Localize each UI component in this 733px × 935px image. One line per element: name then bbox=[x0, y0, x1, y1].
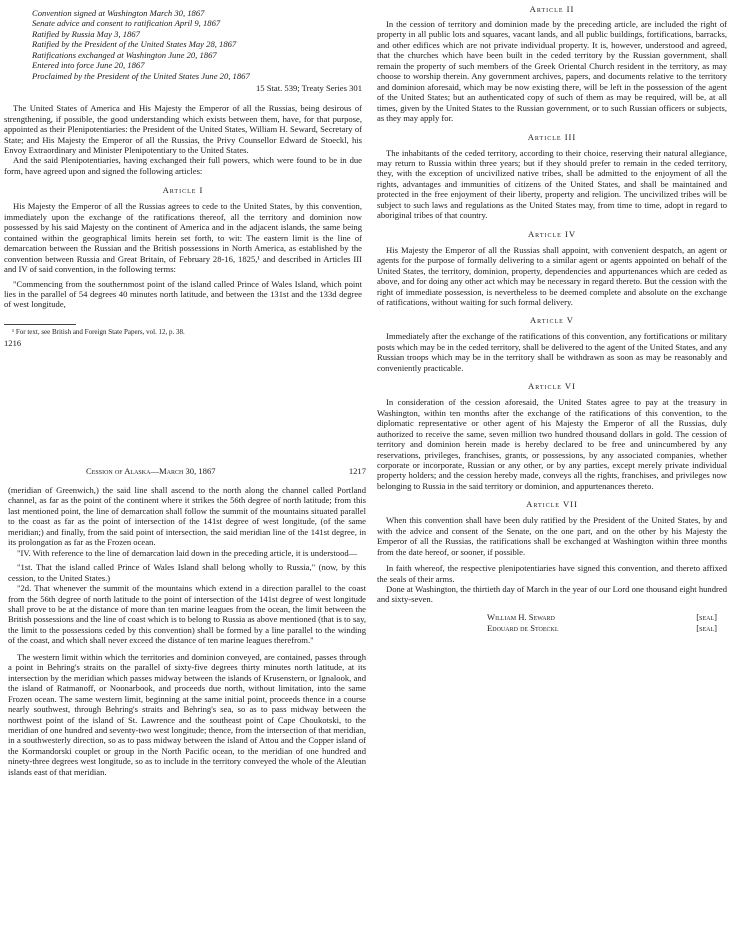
meta-line: Entered into force June 20, 1867 bbox=[32, 60, 145, 71]
meta-line: Ratifications exchanged at Washington June 20, 1867 bbox=[32, 49, 217, 60]
page-1217 bbox=[8, 466, 366, 932]
article-paragraph: His Majesty the Emperor of all the Russias shall appoint, with convenient despatch, an agent or agents for the purpose of formally delivering to a similar agent or agents appointed on behalf of the United States, the territory, dominion, property, dependencies and appurtenances which are ceded as above, and for doing any other act which may be necessary in regard thereto. But the cession with the right of immediate possession, is nevertheless to be deemed complete and absolute on the exchange of ratifications, without waiting for such formal delivery. bbox=[377, 244, 727, 307]
meta-line: Convention signed at Washington March 30, 1867 bbox=[32, 8, 205, 18]
meta-line: Ratified by Russia May 3, 1867 bbox=[32, 28, 140, 39]
article-heading: Article I bbox=[162, 185, 204, 196]
meta-line: Proclaimed by the President of the United States June 20, 1867 bbox=[32, 70, 250, 81]
running-head bbox=[8, 466, 366, 476]
page-number: 1216 bbox=[4, 337, 22, 348]
page-number: 1217 bbox=[348, 466, 366, 476]
article-paragraph: In the cession of territory and dominion made by the preceding article, are included the right of property in all public lots and squares, vacant lands, and all public buildings, fortifications, barracks, and other edifices which are not private individual property. It is, however, understood and agreed, that the churches which have been built in the ceded territory by the Russian government, shall remain the property of such members of the Greek Oriental Church resident in the territory, as may choose to worship therein. Any government archives, papers, and documents relative to the territory and dominion aforesaid, which may be now existing there, will be left in the possession of the agent of the United States; but an authenticated copy of such of them as may be required, will be, at all times, given by the United States to the Russian government, or to such Russian officers or subjects, as they may apply for. bbox=[377, 19, 727, 124]
article-paragraph: The western limit within which the territories and dominion conveyed, are contained, passes through a point in Behring's straits on the parallel of sixty-five degrees thirty minutes north latitude, at its intersection by the meridian which passes midway between the islands of Krusenstern, or Ignalook, and the island of Ratmanoff, or Noonarbook, and proceeds due north, without limitation, into the same Frozen ocean. The same western limit, beginning at the same initial point, proceeds thence in a course nearly southwest, through Behring's straits and Behring's sea, so as to pass midway between the northwest point of the island of St. Lawrence and the southeast point of Cape Choukotski, to the meridian of one hundred and seventy-two west longitude; thence, from the intersection of that meridian, in a southwesterly direction, so as to pass midway between the island of Attou and the Copper island of the Kormandorski couplet or group in the North Pacific ocean, to the meridian of one hundred and ninety-three degrees west longitude, so as to include in the territory conveyed the whole of the Aleutian islands east of that meridian. bbox=[8, 651, 366, 777]
right-column bbox=[371, 0, 733, 935]
signature-line bbox=[377, 623, 727, 634]
signature-block bbox=[377, 612, 727, 634]
preamble-paragraph: And the said Plenipotentiaries, having exchanged their full powers, which were found to be in due form, have agreed upon and signed the following articles: bbox=[4, 155, 362, 176]
article-paragraph: His Majesty the Emperor of all the Russias agrees to cede to the United States, by this convention, immediately upon the exchange of the ratifications thereof, all the territory and dominion now possessed by his said Majesty on the continent of America and in the adjacent islands, the same being contained within the geographical limits herein set forth, to wit: The eastern limit is the line of demarcation between the Russian and the British possessions in North America, as established by the convention between Russia and Great Britain, of February 28-16, 1825,¹ and described in Articles III and IV of said convention, in the following terms: bbox=[4, 201, 362, 275]
article-heading: Article V bbox=[529, 315, 575, 326]
closing-paragraph: In faith whereof, the respective plenipotentiaries have signed this convention, and thereto affixed the seals of their arms. bbox=[377, 563, 727, 584]
treaty-articles bbox=[377, 4, 727, 634]
article-heading: Article IV bbox=[527, 228, 577, 239]
article-paragraph: In consideration of the cession aforesaid, the United States agree to pay at the treasury in Washington, within ten months after the exchange of the ratifications of this convention, to the diplomatic representative or other agent of his Majesty the Emperor of all the Russias, duly authorized to receive the same, seven million two hundred thousand dollars in gold. The cession of territory and dominion herein made is hereby declared to be free and unincumbered by any reservations, privileges, franchises, grants, or possessions, by any associated companies, whether corporate or incorporate, Russian or any other, or by any parties, except merely private individual property holders; and the cession hereby made, conveys all the rights, franchises, and privileges now belonging to Russia in the said territory or dominion, and appurtenances thereto. bbox=[377, 397, 727, 491]
meta-line: Senate advice and consent to ratification April 9, 1867 bbox=[32, 18, 221, 29]
article-paragraph: (meridian of Greenwich,) the said line shall ascend to the north along the channel called Portland channel, as far as the point of the continent where it strikes the 56th degree of north latitude; from this last mentioned point, the line of demarcation shall follow the summit of the mountains situated parallel to the coast as far as the point of intersection of the 141st degree of west longitude, (of the same meridian;) and finally, from the said point of intersection, the said meridian line of the 141st degree, in its prolongation as far as the Frozen ocean. bbox=[8, 485, 366, 548]
running-head-title: Cession of Alaska—March 30, 1867 bbox=[86, 466, 216, 476]
closing-paragraph: Done at Washington, the thirtieth day of March in the year of our Lord one thousand eight hundred and sixty-seven. bbox=[377, 584, 727, 605]
article-paragraph: Immediately after the exchange of the ratifications of this convention, any fortifications or military posts which may be in the ceded territory, shall be delivered to the agent of the United States, and any Russian troops which may be in the territory shall be withdrawn as soon as may be reasonably and conveniently practicable. bbox=[377, 331, 727, 373]
article-heading: Article II bbox=[529, 4, 575, 14]
seal-mark: [seal] bbox=[696, 611, 717, 622]
article-paragraph: The inhabitants of the ceded territory, according to their choice, reserving their natural allegiance, may return to Russia within three years; but if they should prefer to remain in the ceded territory, they, with the exception of uncivilized native tribes, shall be admitted to the enjoyment of all the rights, advantages and immunities of citizens of the United States, and shall be maintained and protected in the free enjoyment of their liberty, property and religion. The uncivilized tribes will be subject to such laws and regulations as the United States may, from time to time, adopt in regard to aboriginal tribes of that country. bbox=[377, 147, 727, 221]
signatory-name: Edouard de Stoeckl bbox=[487, 622, 559, 633]
article-paragraph: "Commencing from the southernmost point of the island called Prince of Wales Island, which point lies in the parallel of 54 degrees 40 minutes north latitude, and between the 131st and the 133d degree of west longitude, bbox=[4, 278, 362, 310]
article-heading: Article III bbox=[527, 131, 577, 142]
article-paragraph: "1st. That the island called Prince of Wales Island shall belong wholly to Russia," (now, by this cession, to the United States.) bbox=[8, 562, 366, 583]
article-paragraph: "IV. With reference to the line of demarcation laid down in the preceding article, it is understood— bbox=[17, 547, 358, 558]
article-paragraph: When this convention shall have been duly ratified by the President of the United States, by and with the advice and consent of the Senate, on the one part, and on the other by his Majesty the Emperor of all the Russias, the ratifications shall be exchanged at Washington within three months from the date hereof, or sooner, if possible. bbox=[377, 515, 727, 557]
meta-line: Ratified by the President of the United States May 28, 1867 bbox=[32, 39, 237, 50]
page-1216 bbox=[4, 8, 362, 348]
treaty-metadata bbox=[4, 8, 362, 81]
footnote-rule bbox=[4, 324, 76, 325]
citation: 15 Stat. 539; Treaty Series 301 bbox=[256, 83, 362, 94]
footnote: ¹ For text, see British and Foreign State Papers, vol. 12, p. 38. bbox=[12, 327, 185, 336]
article-paragraph: "2d. That whenever the summit of the mountains which extend in a direction parallel to the coast from the 56th degree of north latitude to the point of intersection of the 141st degree of west longitude shall prove to be at the distance of more than ten marine leagues from the ocean, the limit between the British possessions and the line of coast which is to belong to Russia as above mentioned (that is to say, the limit to the possessions ceded by this convention) shall be formed by a line parallel to the winding of the coast, and which shall never exceed the distance of ten marine leagues therefrom." bbox=[8, 583, 366, 646]
article-heading: Article VII bbox=[526, 499, 578, 510]
signature-line bbox=[377, 612, 727, 623]
article-heading: Article VI bbox=[528, 381, 576, 392]
signatory-name: William H. Seward bbox=[487, 611, 555, 622]
seal-mark: [seal] bbox=[696, 622, 717, 633]
preamble-paragraph: The United States of America and His Majesty the Emperor of all the Russias, being desirous of strengthening, if possible, the good understanding which exists between them, have, for that purpose, appointed as their Plenipotentiaries: the President of the United States, William H. Seward, Secretary of State; and His Majesty the Emperor of all the Russias, the Privy Counsellor Edward de Stoeckl, his Envoy Extraordinary and Minister Plenipotentiary to the United States. bbox=[4, 103, 362, 155]
